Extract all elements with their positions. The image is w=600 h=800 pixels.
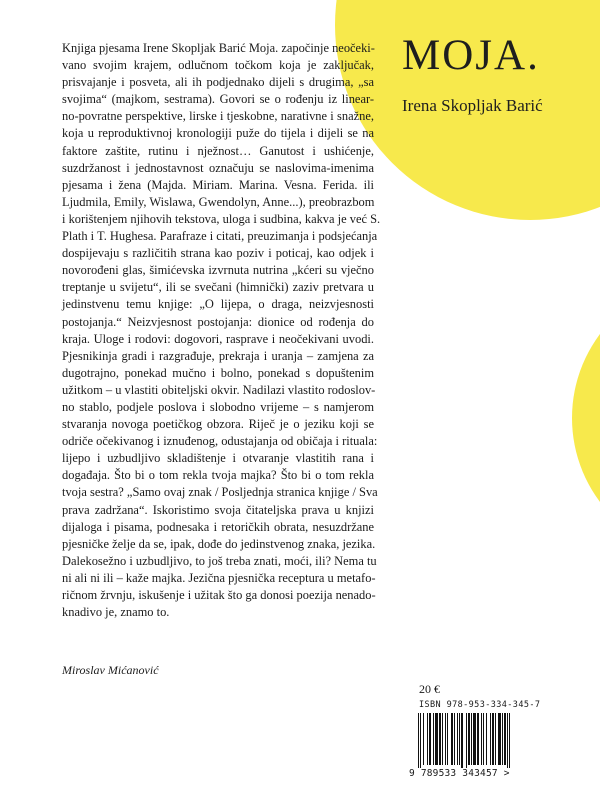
- barcode-bar: [498, 713, 501, 765]
- blurb-line: novorođeni glas, šimićevska izvrnuta nutrina „kćeri su vječno: [62, 263, 374, 278]
- blurb-line: faktore zaštite, rutinu i nježnost… Ganutost i ushićenje,: [62, 143, 374, 158]
- barcode-bar: [486, 713, 487, 765]
- barcode-digits: 9 789533 343457 >: [409, 768, 545, 779]
- blurb-line: vano svojim krajem, odlučnom točkom koja je zaključak,: [62, 58, 374, 73]
- blurb-line: prisvajanje i posveta, ali ih podjednako dijeli s drugima, „sa: [62, 75, 374, 90]
- book-title: MOJA.: [402, 32, 540, 79]
- blurb-line: odriče očekivanog i iznuđenog, odustajanja od običaja i rituala:: [62, 434, 378, 449]
- blurb-line: lijepo i uzbudljivo skladištenje i otvaranje vlastitih rana i: [62, 451, 374, 466]
- blurb-line: no stablo, podjele poslova i slobodno vrijeme – s namjerom: [62, 399, 374, 414]
- barcode-bar: [492, 713, 494, 765]
- barcode-bar: [504, 713, 506, 765]
- blurb-line: knadivo je, znamo to.: [62, 605, 170, 620]
- blurb-line: Pjesnikinja gradi i razgrađuje, prekraja i uranja – zamjena za: [62, 348, 374, 363]
- barcode-bar: [433, 713, 434, 765]
- barcode-bar: [429, 713, 431, 765]
- blurb-line: kraja. Uloge i rodovi: dogovori, rasprave i neočekivani uvodi.: [62, 331, 374, 346]
- blurb-line: pjesama i žena (Majda. Miriam. Marina. Vesna. Ferida. ili: [62, 177, 374, 192]
- barcode-bar: [490, 713, 491, 765]
- barcode-bar: [420, 713, 421, 771]
- barcode-bar: [468, 713, 470, 765]
- blurb-line: stvaranja novoga poetičkog obzora. Riječ je o jeziku koji se: [62, 417, 374, 432]
- blurb-line: dugotrajno, ponekad mučno i bolno, ponekad s dopuštenim: [62, 365, 374, 380]
- price-label: 20 €: [419, 682, 440, 696]
- isbn-label: ISBN 978-953-334-345-7: [419, 700, 541, 710]
- blurb-line: događaja. Što bi o tom rekla tvoja majka? Što bi o tom rekla: [62, 468, 374, 483]
- barcode-bar: [457, 713, 458, 765]
- barcode-bar: [509, 713, 510, 771]
- barcode-bar: [435, 713, 438, 765]
- blurb-line: ričnom žrvnju, iskušenje i užitak što ga donosi poezija nenado-: [62, 588, 376, 602]
- barcode-bar: [502, 713, 503, 765]
- barcode-bar: [459, 713, 460, 765]
- barcode-bar: [454, 713, 455, 765]
- blurb-line: Plath i T. Hughesa. Parafraze i citati, preuzimanja i podsjećanja: [62, 229, 378, 244]
- blurb-line: i korištenjem njihovih tekstova, uloga i sudbina, kakva je već S.: [62, 211, 381, 226]
- barcode-bar: [451, 713, 453, 765]
- blurb-line: pjesničke želje da se, ipak, dođe do jedinstvenog znaka, jezika.: [62, 536, 376, 551]
- barcode-bar: [481, 713, 482, 765]
- book-author: Irena Skopljak Barić: [402, 96, 543, 115]
- back-cover-blurb: [62, 40, 381, 621]
- blurb-line: postojanja.“ Neizvjesnost postojanja: dionice od rođenja do: [62, 314, 374, 329]
- barcode-bar: [439, 713, 441, 765]
- yellow-half-circle-decoration: [572, 278, 600, 558]
- barcode-bars: [412, 713, 542, 771]
- barcode-bar: [471, 713, 472, 765]
- barcode-bar: [507, 713, 508, 771]
- blurb-line: svojima“ (majkom, sestrama). Govori se o rođenju iz linear-: [62, 92, 374, 107]
- barcode-bar: [473, 713, 476, 765]
- barcode-bar: [466, 713, 467, 771]
- blurb-line: užitkom – u vlastiti obiteljski okvir. Nadilazi vlastito rodoslov-: [62, 382, 376, 397]
- barcode-bar: [427, 713, 428, 765]
- blurb-line: dospijevaju s različitih strana kao poziv i poticaj, kao odjek i: [62, 246, 374, 261]
- barcode-bar: [477, 713, 479, 765]
- blurb-line: Dalekosežno i uzbudljivo, to još treba znati, moći, ili? Nema tu: [62, 553, 377, 568]
- barcode-bar: [483, 713, 484, 765]
- blurb-line: suzdržanost i jednostavnost označuju se naslovima-imenima: [62, 160, 374, 175]
- barcode-bar: [495, 713, 496, 765]
- barcode-bar: [423, 713, 424, 765]
- blurb-line: prava zadržana“. Iskoristimo svoja čitateljska prava u knjizi: [62, 502, 374, 517]
- blurb-line: treptanje u svijetu“, ili se svečani (himnički) zaziv pretvara u: [62, 280, 374, 295]
- blurb-line: Ljudmila, Emily, Wislawa, Gwendolyn, Anne...), preobrazbom: [62, 194, 375, 209]
- barcode-bar: [418, 713, 419, 771]
- barcode-bar: [461, 713, 463, 771]
- blurb-line: no-povratne perspektive, lirske i tjeskobne, narativne i snažne,: [62, 109, 374, 124]
- blurb-line: tvoja sestra? „Samo ovaj znak / Posljednja stranica knjige / Sva: [62, 485, 378, 500]
- blurb-line: Knjiga pjesama Irene Skopljak Barić Moja. započinje neočeki-: [62, 41, 375, 55]
- barcode-bar: [447, 713, 448, 765]
- blurb-line: dijaloga i pisama, podnesaka i retoričkih obrata, nesuzdržane: [62, 519, 374, 534]
- blurb-line: ni ali ni ili – kaže majka. Jezična pjesnička receptura u metafo-: [62, 570, 376, 585]
- barcode-bar: [442, 713, 443, 765]
- blurb-line: koja u reproduktivnoj kronologiji puže do tijela i dijeli se na: [62, 126, 374, 141]
- blurb-line: jedinstvenu temu knjige: „O lijepa, o draga, neizvjesnosti: [62, 297, 374, 312]
- barcode-bar: [445, 713, 446, 765]
- blurb-signature: Miroslav Mićanović: [62, 663, 159, 677]
